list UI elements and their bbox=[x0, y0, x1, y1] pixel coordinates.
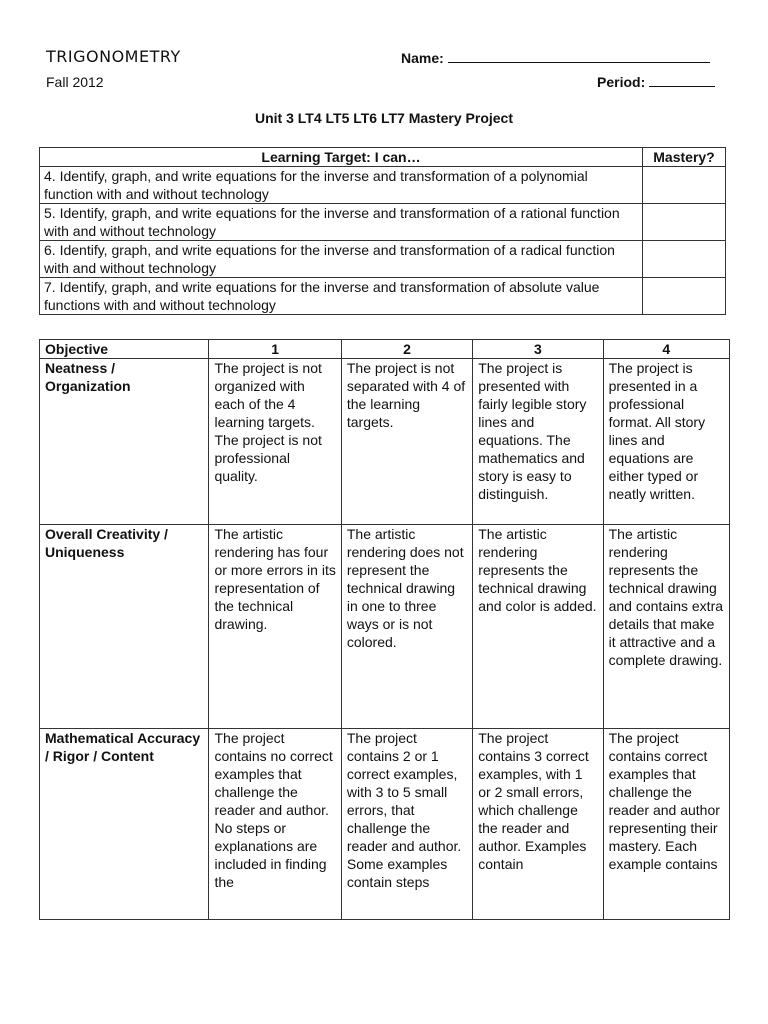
rubric-cell: The project is presented with fairly legible story lines and equations. The mathematics and story is easy to distinguish. bbox=[473, 359, 603, 525]
period-field bbox=[597, 74, 715, 90]
rubric-cell: The artistic rendering has four or more errors in its representation of the technical drawing. bbox=[209, 525, 341, 729]
project-title: Unit 3 LT4 LT5 LT6 LT7 Mastery Project bbox=[254, 110, 513, 126]
objective-cell: Mathematical Accuracy / Rigor / Content bbox=[40, 729, 209, 920]
objective-cell: Neatness / Organization bbox=[40, 359, 209, 525]
rubric-cell: The project is not organized with each of the 4 learning targets. The project is not professional quality. bbox=[209, 359, 341, 525]
learning-target-text: 7. Identify, graph, and write equations for the inverse and transformation of absolute value functions with and without technology bbox=[40, 278, 643, 315]
table-row bbox=[40, 204, 726, 241]
objective-header: Objective bbox=[40, 340, 209, 359]
learning-target-text: 4. Identify, graph, and write equations for the inverse and transformation of a polynomial function with and without technology bbox=[40, 167, 643, 204]
score-header-1: 1 bbox=[209, 340, 341, 359]
rubric-header-row bbox=[40, 340, 730, 359]
rubric-cell: The project is not separated with 4 of the learning targets. bbox=[341, 359, 472, 525]
name-blank-line bbox=[448, 50, 710, 63]
rubric-cell: The artistic rendering represents the technical drawing and color is added. bbox=[473, 525, 603, 729]
mastery-cell bbox=[643, 167, 726, 204]
rubric-cell: The project is presented in a professional format. All story lines and equations are either typed or neatly written. bbox=[603, 359, 729, 525]
mastery-header: Mastery? bbox=[643, 148, 726, 167]
name-field bbox=[401, 50, 710, 66]
rubric-cell: The artistic rendering does not represent the technical drawing in one to three ways or is not colored. bbox=[341, 525, 472, 729]
score-header-3: 3 bbox=[473, 340, 603, 359]
objective-cell: Overall Creativity / Uniqueness bbox=[40, 525, 209, 729]
table-row bbox=[40, 729, 730, 920]
name-label: Name: bbox=[401, 50, 444, 66]
mastery-cell bbox=[643, 278, 726, 315]
period-label: Period: bbox=[597, 74, 646, 90]
mastery-cell bbox=[643, 241, 726, 278]
score-header-4: 4 bbox=[603, 340, 729, 359]
table-row bbox=[40, 167, 726, 204]
term-label: Fall 2012 bbox=[46, 74, 104, 90]
learning-targets-header-row bbox=[40, 148, 726, 167]
learning-target-text: 6. Identify, graph, and write equations for the inverse and transformation of a radical function with and without technology bbox=[40, 241, 643, 278]
rubric-cell: The project contains no correct examples that challenge the reader and author. No steps or explanations are included in finding the bbox=[209, 729, 341, 920]
learning-targets-table bbox=[39, 147, 726, 315]
table-row bbox=[40, 359, 730, 525]
rubric-cell: The project contains correct examples that challenge the reader and author representing their mastery. Each example contains bbox=[603, 729, 729, 920]
period-blank-line bbox=[649, 74, 715, 87]
table-row bbox=[40, 525, 730, 729]
score-header-2: 2 bbox=[341, 340, 472, 359]
mastery-cell bbox=[643, 204, 726, 241]
rubric-cell: The artistic rendering represents the technical drawing and contains extra details that make it attractive and a complete drawing. bbox=[603, 525, 729, 729]
rubric-cell: The project contains 3 correct examples, with 1 or 2 small errors, which challenge the reader and author. Examples contain bbox=[473, 729, 603, 920]
rubric-table bbox=[39, 339, 730, 920]
learning-target-text: 5. Identify, graph, and write equations for the inverse and transformation of a rational function with and without technology bbox=[40, 204, 643, 241]
table-row bbox=[40, 241, 726, 278]
learning-target-header: Learning Target: I can… bbox=[40, 148, 643, 167]
course-title: TRIGONOMETRY bbox=[46, 47, 181, 66]
table-row bbox=[40, 278, 726, 315]
rubric-cell: The project contains 2 or 1 correct examples, with 3 to 5 small errors, that challenge the reader and author. Some examples contain steps bbox=[341, 729, 472, 920]
